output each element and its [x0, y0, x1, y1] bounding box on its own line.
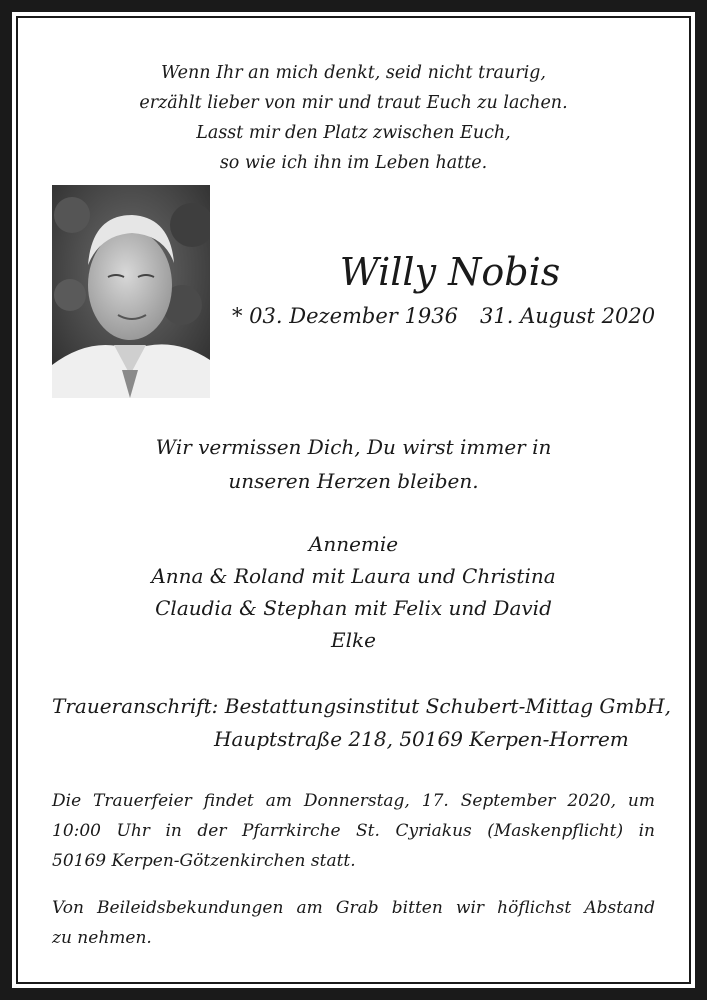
family-line: Elke: [331, 628, 376, 652]
family-line: Annemie: [308, 532, 399, 556]
address-line: Traueranschrift: Bestattungsinstitut Schubert-Mittag GmbH,: [52, 694, 671, 718]
family-line: Anna & Roland mit Laura und Christina: [151, 564, 556, 588]
remembrance-message: [40, 430, 667, 498]
message-line: Wir vermissen Dich, Du wirst immer in: [155, 435, 552, 459]
family-signatures: [40, 528, 667, 656]
family-line: Claudia & Stephan mit Felix und David: [155, 596, 552, 620]
deceased-name: Willy Nobis: [339, 250, 561, 294]
mourning-address: [52, 690, 671, 756]
condolence-line: zu nehmen.: [52, 928, 152, 948]
service-line: 10:00 Uhr in der Pfarrkirche St. Cyriakus (Maskenpflicht) in: [52, 821, 655, 841]
birth-date: * 03. Dezember 1936: [232, 304, 458, 328]
poem-line: Wenn Ihr an mich denkt, seid nicht traurig,: [161, 63, 546, 83]
service-line: Die Trauerfeier findet am Donnerstag, 17. September 2020, um: [52, 791, 655, 811]
poem-line: Lasst mir den Platz zwischen Euch,: [196, 123, 511, 143]
service-line: 50169 Kerpen-Götzenkirchen statt.: [52, 851, 356, 871]
address-line: Hauptstraße 218, 50169 Kerpen-Horrem: [214, 727, 629, 751]
condolence-line: Von Beileidsbekundungen am Grab bitten wir höflichst Abstand: [52, 898, 655, 918]
death-date: 31. August 2020: [480, 304, 656, 328]
poem: [40, 58, 667, 178]
funeral-service-info: [52, 786, 655, 876]
poem-line: so wie ich ihn im Leben hatte.: [219, 153, 488, 173]
poem-line: erzählt lieber von mir und traut Euch zu lachen.: [139, 93, 568, 113]
message-line: unseren Herzen bleiben.: [228, 469, 479, 493]
condolence-note: [52, 893, 655, 953]
portrait-photo: [52, 185, 210, 398]
